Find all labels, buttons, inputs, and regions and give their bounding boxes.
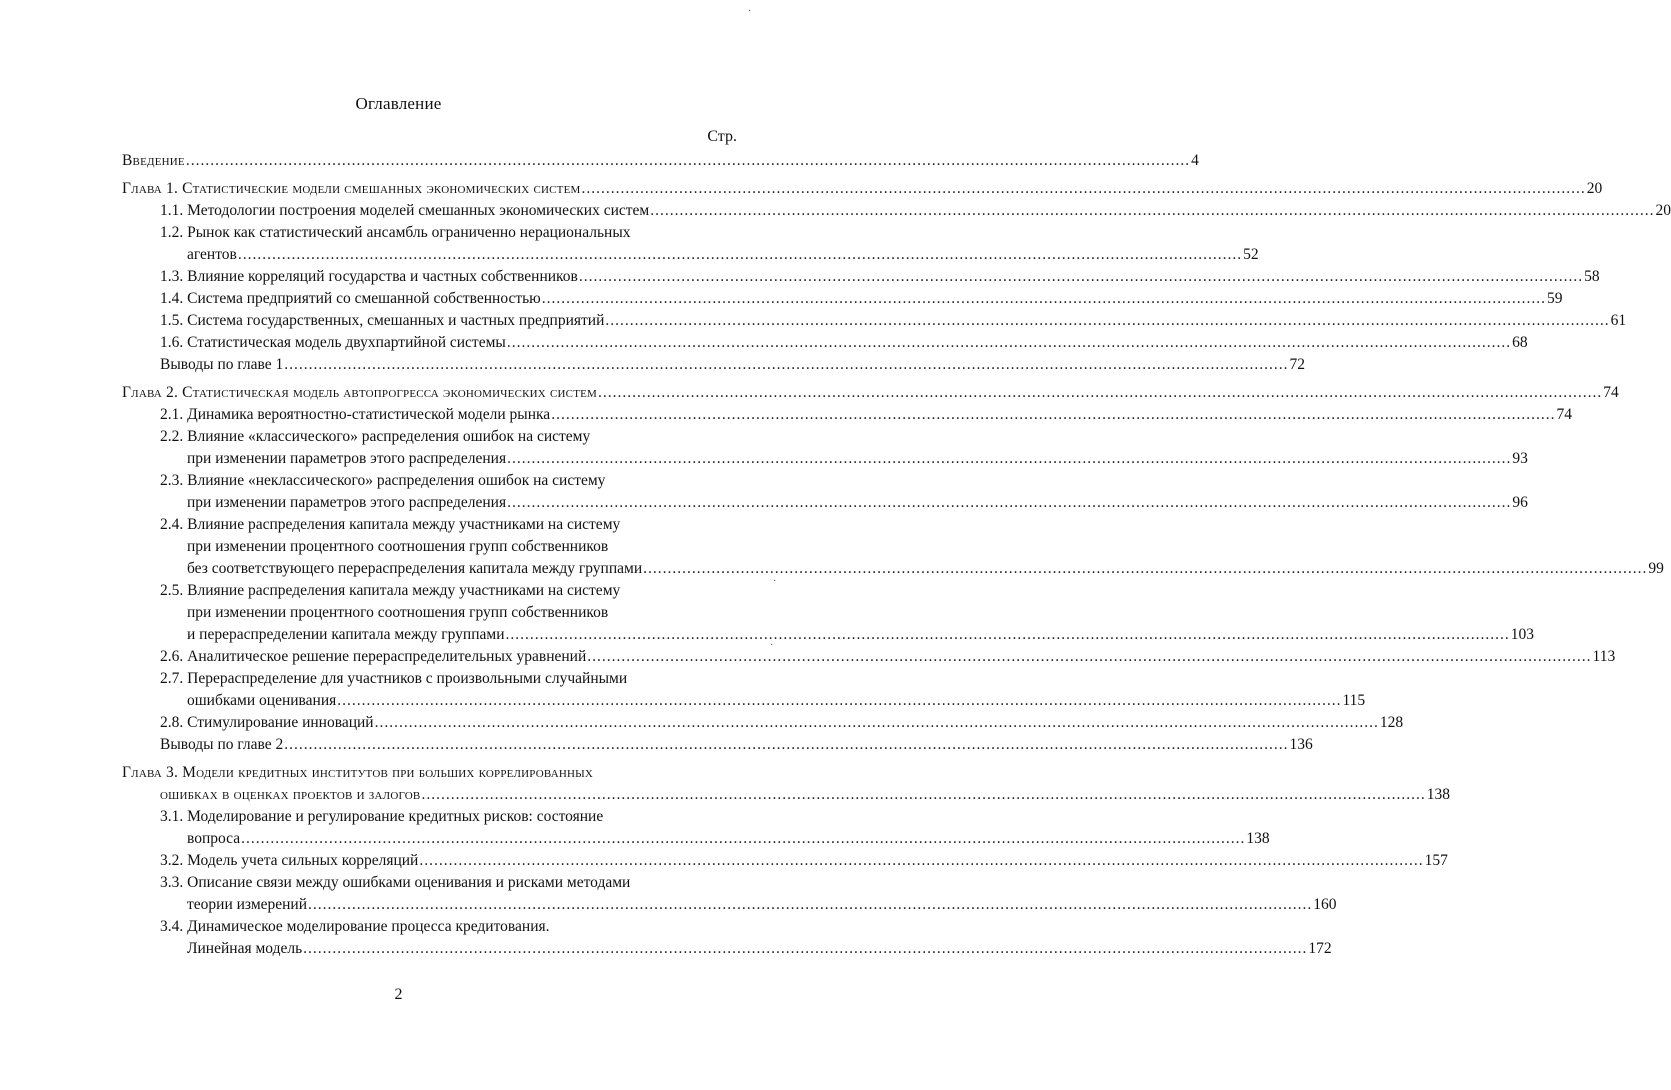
toc-entry-label: Система предприятий со смешанной собственностью <box>187 290 541 307</box>
toc-chapter-2[interactable] <box>0 382 1619 404</box>
toc-entry-label-cont: Линейная модель <box>187 940 303 957</box>
dot-leader: .............................................................................................................................................................................................................. <box>421 786 1426 803</box>
toc-section-2-3[interactable] <box>0 492 1528 514</box>
toc-section-1-4[interactable] <box>0 288 1563 310</box>
toc-entry-label: Влияние корреляций государства и частных собственников <box>187 268 578 285</box>
toc-section-2-8[interactable] <box>0 712 1404 734</box>
toc-entry-label: Глава 2. Статистическая модель автопрогресса экономических систем <box>122 384 598 401</box>
toc-conclusions-2[interactable] <box>0 734 1313 756</box>
toc-entry-label-cont: агентов <box>187 246 237 263</box>
toc-entry-page: 138 <box>1246 830 1270 847</box>
toc-entry-label-cont: при изменении параметров этого распределения <box>187 450 507 467</box>
toc-entry-label: Влияние «классического» распределения ошибок на систему <box>187 428 591 445</box>
toc-entry-page: 72 <box>1289 356 1306 373</box>
dot-leader: .............................................................................................................................................................................................................. <box>507 450 1512 467</box>
toc-entry-page: 52 <box>1243 246 1259 263</box>
toc-entry-label: Модель учета сильных корреляций <box>187 852 419 869</box>
dot-leader: .............................................................................................................................................................................................................. <box>587 648 1592 665</box>
toc-entry-label-cont: при изменении параметров этого распределения <box>187 494 507 511</box>
toc-entry-label: Глава 1. Статистические модели смешанных экономических систем <box>122 180 581 197</box>
toc-entry-number: 3.1. <box>160 808 184 825</box>
dot-leader: .............................................................................................................................................................................................................. <box>284 736 1289 753</box>
toc-entry-label: Методологии построения моделей смешанных экономических систем <box>187 202 650 219</box>
toc-entry-label-cont: теории измерений <box>187 896 308 913</box>
toc-section-3-1[interactable] <box>0 828 1270 850</box>
toc-section-2-7-line1[interactable] <box>0 668 797 690</box>
table-of-contents <box>0 150 1671 960</box>
toc-entry-label: Моделирование и регулирование кредитных рисков: состояние <box>187 808 604 825</box>
toc-entry-page: 74 <box>1603 384 1619 401</box>
toc-entry-page: 68 <box>1512 334 1528 351</box>
toc-entry-page: 138 <box>1426 786 1450 803</box>
toc-section-3-2[interactable] <box>0 850 1448 872</box>
toc-entry-page: 157 <box>1424 852 1448 869</box>
toc-entry-page: 160 <box>1313 896 1337 913</box>
dot-leader: .............................................................................................................................................................................................................. <box>308 896 1313 913</box>
toc-entry-label: Выводы по главе 2 <box>160 736 284 753</box>
toc-section-2-5-line1[interactable] <box>0 580 797 602</box>
toc-entry-label: Динамика вероятностно-статистической модели рынка <box>187 406 551 423</box>
toc-entry-number: 2.4. <box>160 516 184 533</box>
toc-section-1-6[interactable] <box>0 332 1528 354</box>
dot-leader: .............................................................................................................................................................................................................. <box>505 626 1510 643</box>
toc-section-1-3[interactable] <box>0 266 1600 288</box>
toc-entry-label: Выводы по главе 1 <box>160 356 284 373</box>
toc-entry-page: 20 <box>1586 180 1603 197</box>
scan-speck: · <box>770 640 774 651</box>
toc-section-2-6[interactable] <box>0 646 1616 668</box>
toc-entry-page: 99 <box>1648 560 1664 577</box>
toc-section-3-4[interactable] <box>0 938 1332 960</box>
toc-entry-number: 2.7. <box>160 670 184 687</box>
toc-entry-label: Описание связи между ошибками оценивания и рисками методами <box>187 874 631 891</box>
toc-chapter-3-line1[interactable] <box>0 762 797 784</box>
toc-entry-number: 2.5. <box>160 582 184 599</box>
toc-entry-page: 61 <box>1610 312 1627 329</box>
toc-section-2-4[interactable] <box>0 558 1664 580</box>
toc-entry-label: Введение <box>122 152 185 169</box>
toc-entry-page: 96 <box>1512 494 1528 511</box>
dot-leader: .............................................................................................................................................................................................................. <box>541 290 1547 307</box>
toc-entry-number: 2.1. <box>160 406 184 423</box>
toc-section-2-7[interactable] <box>0 690 1366 712</box>
dot-leader: .............................................................................................................................................................................................................. <box>419 852 1424 869</box>
toc-entry-number: 1.5. <box>160 312 184 329</box>
dot-leader: .............................................................................................................................................................................................................. <box>507 494 1512 511</box>
toc-section-2-4-line2[interactable] <box>0 536 797 558</box>
toc-chapter-3[interactable] <box>0 784 1450 806</box>
toc-entry-intro[interactable] <box>0 150 1199 172</box>
toc-entry-page: 93 <box>1512 450 1528 467</box>
toc-entry-label-cont: вопроса <box>187 830 241 847</box>
toc-title: Оглавление <box>355 94 442 113</box>
toc-entry-page: 59 <box>1547 290 1563 307</box>
toc-entry-label: Влияние «неклассического» распределения ошибок на систему <box>187 472 606 489</box>
toc-entry-number: 1.3. <box>160 268 184 285</box>
toc-entry-label-cont: при изменении процентного соотношения групп собственников <box>187 604 609 621</box>
toc-section-3-3-line1[interactable] <box>0 872 797 894</box>
toc-entry-page: 136 <box>1289 736 1313 753</box>
toc-entry-label: Система государственных, смешанных и частных предприятий <box>187 312 605 329</box>
toc-entry-number: 2.3. <box>160 472 184 489</box>
toc-entry-page: 20 <box>1655 202 1671 219</box>
toc-section-2-5[interactable] <box>0 624 1535 646</box>
dot-leader: .............................................................................................................................................................................................................. <box>598 384 1603 401</box>
toc-entry-number: 3.4. <box>160 918 184 935</box>
toc-entry-label-cont: ошибках в оценках проектов и залогов <box>160 786 421 803</box>
toc-section-3-4-line1[interactable] <box>0 916 797 938</box>
toc-entry-number: 1.4. <box>160 290 184 307</box>
toc-entry-label: Влияние распределения капитала между участниками на систему <box>187 516 621 533</box>
toc-entry-label: Перераспределение для участников с произвольными случайными <box>187 670 628 687</box>
toc-section-2-2-line1[interactable] <box>0 426 797 448</box>
toc-entry-number: 2.2. <box>160 428 184 445</box>
dot-leader: .............................................................................................................................................................................................................. <box>643 560 1648 577</box>
toc-entry-number: 3.2. <box>160 852 184 869</box>
dot-leader: .............................................................................................................................................................................................................. <box>337 692 1342 709</box>
toc-entry-page: 128 <box>1379 714 1404 731</box>
page-column-label: Стр. <box>707 128 737 145</box>
dot-leader: .............................................................................................................................................................................................................. <box>506 334 1512 351</box>
toc-entry-page: 74 <box>1556 406 1572 423</box>
toc-section-1-2[interactable] <box>0 244 1259 266</box>
toc-entry-page: 113 <box>1592 648 1616 665</box>
toc-section-2-1[interactable] <box>0 404 1572 426</box>
toc-entry-label: Динамическое моделирование процесса кредитования. <box>187 918 550 935</box>
toc-entry-label: Влияние распределения капитала между участниками на систему <box>187 582 621 599</box>
toc-section-1-1[interactable] <box>0 200 1671 222</box>
toc-section-3-3[interactable] <box>0 894 1337 916</box>
toc-entry-label-cont: ошибками оценивания <box>187 692 337 709</box>
toc-entry-number: 2.8. <box>160 714 184 731</box>
toc-entry-number: 2.6. <box>160 648 184 665</box>
toc-entry-number: 1.6. <box>160 334 184 351</box>
page-number: 2 <box>394 986 403 1003</box>
dot-leader: .............................................................................................................................................................................................................. <box>605 312 1610 329</box>
toc-entry-page: 103 <box>1510 626 1535 643</box>
toc-entry-number: 3.3. <box>160 874 184 891</box>
dot-leader: .............................................................................................................................................................................................................. <box>284 356 1289 373</box>
toc-entry-label: Статистическая модель двухпартийной системы <box>187 334 506 351</box>
toc-section-2-2[interactable] <box>0 448 1528 470</box>
toc-entry-label: Глава 3. Модели кредитных институтов при больших коррелированных <box>122 764 594 781</box>
toc-entry-number: 1.1. <box>160 202 184 219</box>
toc-entry-label: Рынок как статистический ансамбль ограниченно нерациональных <box>187 224 631 241</box>
toc-entry-label: Аналитическое решение перераспределительных уравнений <box>187 648 587 665</box>
toc-section-2-4-line1[interactable] <box>0 514 797 536</box>
toc-entry-page: 115 <box>1342 692 1366 709</box>
toc-section-2-3-line1[interactable] <box>0 470 797 492</box>
dot-leader: .............................................................................................................................................................................................................. <box>241 830 1246 847</box>
toc-chapter-1[interactable] <box>0 178 1603 200</box>
dot-leader: .............................................................................................................................................................................................................. <box>374 714 1379 731</box>
toc-entry-label-cont: без соответствующего перераспределения капитала между группами <box>187 560 643 577</box>
dot-leader: .............................................................................................................................................................................................................. <box>578 268 1584 285</box>
scan-speck: · <box>773 576 777 587</box>
toc-entry-label-cont: при изменении процентного соотношения групп собственников <box>187 538 609 555</box>
dot-leader: .............................................................................................................................................................................................................. <box>650 202 1655 219</box>
toc-entry-label-cont: и перераспределении капитала между группами <box>187 626 505 643</box>
dot-leader: .............................................................................................................................................................................................................. <box>185 152 1191 169</box>
toc-section-1-2-line1[interactable] <box>0 222 797 244</box>
toc-section-2-5-line2[interactable] <box>0 602 797 624</box>
toc-section-1-5[interactable] <box>0 310 1627 332</box>
dot-leader: .............................................................................................................................................................................................................. <box>237 246 1243 263</box>
toc-entry-page: 172 <box>1308 940 1332 957</box>
toc-entry-number: 1.2. <box>160 224 184 241</box>
toc-conclusions-1[interactable] <box>0 354 1306 376</box>
toc-section-3-1-line1[interactable] <box>0 806 797 828</box>
toc-entry-page: 58 <box>1584 268 1600 285</box>
dot-leader: .............................................................................................................................................................................................................. <box>551 406 1556 423</box>
dot-leader: .............................................................................................................................................................................................................. <box>581 180 1586 197</box>
scan-speck: · <box>748 6 752 17</box>
toc-entry-page: 4 <box>1191 152 1199 169</box>
dot-leader: .............................................................................................................................................................................................................. <box>303 940 1308 957</box>
toc-entry-label: Стимулирование инноваций <box>187 714 374 731</box>
